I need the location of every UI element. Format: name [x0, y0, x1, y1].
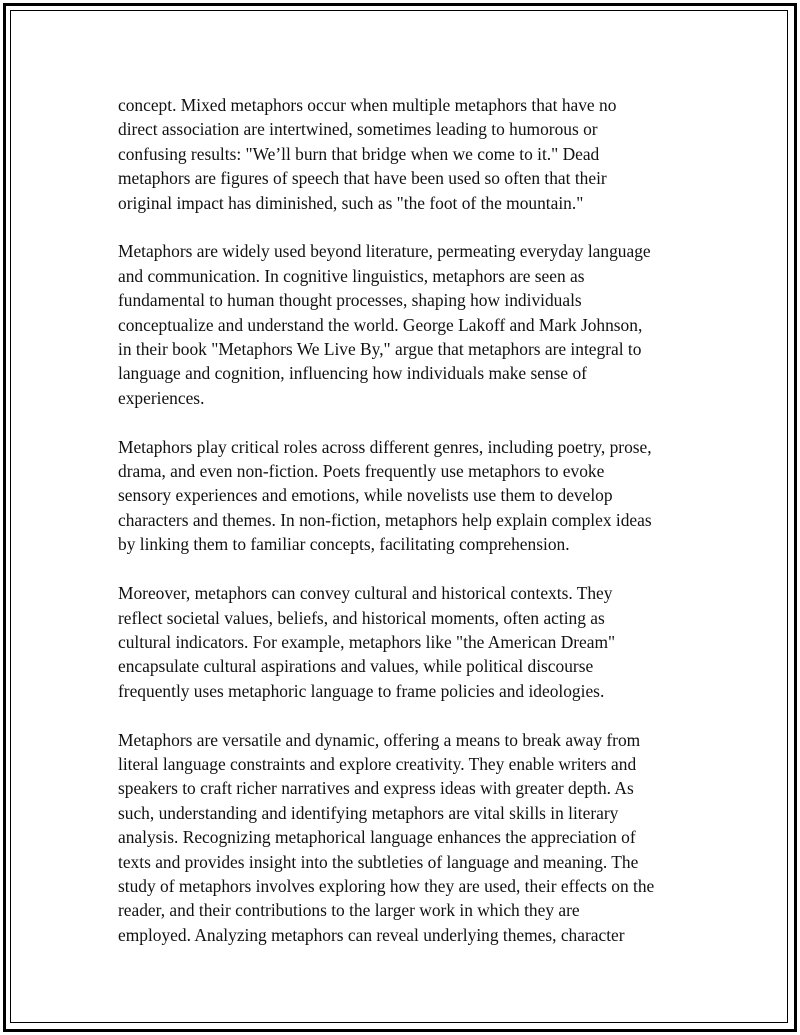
text-line: direct association are intertwined, sometimes leading to humorous or: [118, 119, 598, 140]
text-line: original impact has diminished, such as "the foot of the mountain.": [118, 192, 584, 213]
text-line: and communication. In cognitive linguistics, metaphors are seen as: [118, 265, 585, 286]
text-line: Metaphors are versatile and dynamic, offering a means to break away from: [118, 729, 641, 750]
text-line: confusing results: "We’ll burn that bridge when we come to it." Dead: [118, 143, 600, 164]
text-line: Metaphors are widely used beyond literature, permeating everyday language: [118, 241, 651, 262]
text-line: concept. Mixed metaphors occur when multiple metaphors that have no: [118, 95, 617, 115]
text-line: employed. Analyzing metaphors can reveal underlying themes, character: [118, 924, 625, 945]
text-line: reflect societal values, beliefs, and historical moments, often acting as: [118, 607, 605, 628]
document-body: [118, 93, 698, 972]
text-line: drama, and even non-fiction. Poets frequently use metaphors to evoke: [118, 461, 605, 482]
text-line: cultural indicators. For example, metaphors like "the American Dream": [118, 631, 616, 652]
paragraph-2: [118, 239, 698, 410]
text-line: in their book "Metaphors We Live By," argue that metaphors are integral to: [118, 339, 642, 360]
paragraph-5: [118, 728, 698, 948]
text-line: texts and provides insight into the subtleties of language and meaning. The: [118, 851, 639, 872]
text-line: metaphors are figures of speech that have been used so often that their: [118, 168, 607, 189]
text-line: experiences.: [118, 387, 205, 408]
text-line: conceptualize and understand the world. George Lakoff and Mark Johnson,: [118, 314, 643, 335]
text-line: language and cognition, influencing how individuals make sense of: [118, 363, 587, 384]
text-line: sensory experiences and emotions, while novelists use them to develop: [118, 485, 613, 506]
text-line: analysis. Recognizing metaphorical language enhances the appreciation of: [118, 827, 636, 848]
text-line: literal language constraints and explore creativity. They enable writers and: [118, 753, 637, 774]
text-line: characters and themes. In non-fiction, metaphors help explain complex ideas: [118, 509, 652, 530]
text-line: by linking them to familiar concepts, facilitating comprehension.: [118, 534, 570, 555]
text-line: Metaphors play critical roles across different genres, including poetry, prose,: [118, 436, 652, 457]
text-line: frequently uses metaphoric language to frame policies and ideologies.: [118, 680, 605, 701]
paragraph-4: [118, 581, 698, 703]
text-line: such, understanding and identifying metaphors are vital skills in literary: [118, 802, 619, 823]
text-line: Moreover, metaphors can convey cultural and historical contexts. They: [118, 583, 613, 604]
text-line: encapsulate cultural aspirations and values, while political discourse: [118, 656, 594, 677]
paragraph-1: [118, 93, 698, 215]
text-line: speakers to craft richer narratives and express ideas with greater depth. As: [118, 778, 634, 799]
paragraph-3: [118, 435, 698, 557]
text-line: fundamental to human thought processes, shaping how individuals: [118, 290, 582, 311]
text-line: reader, and their contributions to the larger work in which they are: [118, 900, 580, 921]
text-line: study of metaphors involves exploring how they are used, their effects on the: [118, 875, 655, 896]
